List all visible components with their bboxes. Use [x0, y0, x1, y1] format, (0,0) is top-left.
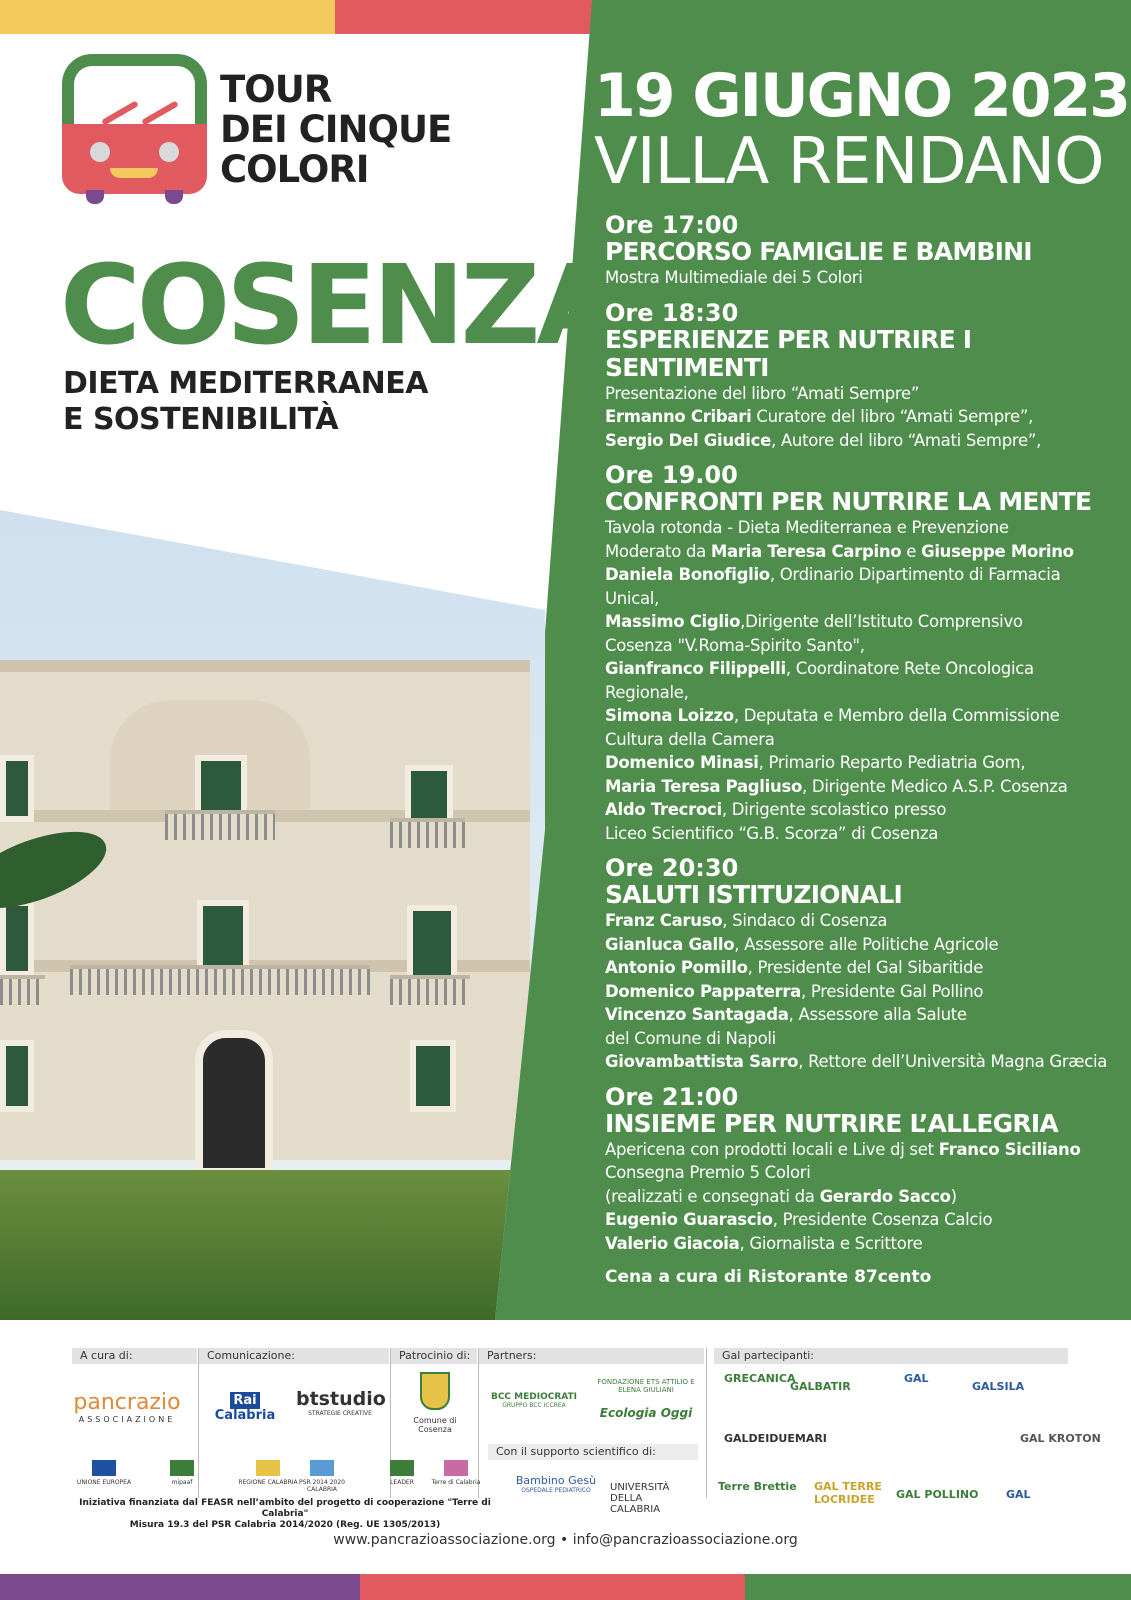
gal-logo: GALBATIR [790, 1380, 851, 1393]
patrocinio-header: Patrocinio di: [391, 1348, 477, 1364]
funder-emblem-icon [170, 1460, 194, 1476]
session-block [605, 1084, 1105, 1256]
session-line: Giovambattista Sarro, Rettore dell’Università Magna Græcia [605, 1052, 1108, 1071]
event-date: 19 GIUGNO 2023 [594, 61, 1130, 131]
funder-logo: UNIONE EUROPEA [72, 1460, 136, 1486]
funder-logo: LEADER [370, 1460, 434, 1486]
session-line: Sergio Del Giudice, Autore del libro “Amati Sempre”, [605, 430, 1042, 450]
session-title: CONFRONTI PER NUTRIRE LA MENTE [605, 487, 1092, 516]
session-block [605, 854, 1108, 1074]
funding-line-2: Misura 19.3 del PSR Calabria 2014/2020 (Reg. UE 1305/2013) [129, 1520, 441, 1530]
tour-logo-text [220, 70, 451, 190]
funder-logo: PSR 2014 2020 CALABRIA [290, 1460, 354, 1493]
pancrazio-logo: pancrazio ASSOCIAZIONE [73, 1390, 181, 1424]
funder-logo: mipaaf [150, 1460, 214, 1486]
session-line: del Comune di Napoli [605, 1028, 776, 1048]
supporto-header: Con il supporto scientifico di: [488, 1444, 698, 1460]
gal-logo: GAL [904, 1372, 929, 1385]
coat-of-arms-icon [420, 1372, 450, 1410]
session-line: Aldo Trecroci, Dirigente scolastico presso [605, 800, 947, 819]
session-line: Vincenzo Santagada, Assessore alla Salute [605, 1005, 967, 1024]
bottom-color-bar-red [360, 1574, 745, 1600]
villa-rendano-photo [0, 510, 545, 1320]
program-schedule [605, 211, 1108, 1289]
session-line: Mostra Multimediale dei 5 Colori [605, 268, 863, 287]
session-title: SALUTI ISTITUZIONALI [605, 880, 902, 909]
event-venue: VILLA RENDANO [594, 125, 1104, 199]
gal-logo: GALDEIDUEMARI [724, 1432, 827, 1445]
funder-emblem-icon [92, 1460, 116, 1476]
rai-calabria-logo: Rai Calabria [214, 1393, 276, 1423]
session-time: Ore 17:00 [605, 211, 739, 239]
gal-logo: GAL KROTON [1020, 1432, 1101, 1445]
session-line: Unical, [605, 588, 660, 608]
contacts: www.pancrazioassociazione.org • info@pancrazioassociazione.org [333, 1532, 798, 1548]
session-line: Gianfranco Filippelli, Coordinatore Rete Oncologica [605, 659, 1034, 678]
session-line: Tavola rotonda - Dieta Mediterranea e Prevenzione [605, 518, 1009, 537]
session-time: Ore 19.00 [605, 461, 738, 489]
session-line: Simona Loizzo, Deputata e Membro della Commissione [605, 706, 1060, 725]
logo-line-2: DEI CINQUE [220, 108, 452, 151]
session-block [605, 300, 1105, 453]
session-line: Gianluca Gallo, Assessore alle Politiche Agricole [605, 934, 999, 954]
session-line: Presentazione del libro “Amati Sempre” [605, 383, 920, 403]
comunicazione-header: Comunicazione: [199, 1348, 389, 1364]
session-line: Consegna Premio 5 Colori [605, 1163, 811, 1182]
session-title: PERCORSO FAMIGLIE E BAMBINI [605, 237, 1032, 266]
session-title: INSIEME PER NUTRIRE L’ALLEGRIA [605, 1108, 1058, 1138]
bottom-color-bar-purple [0, 1574, 360, 1600]
gal-logo: GAL TERRE LOCRIDEE [814, 1480, 882, 1506]
session-title: ESPERIENZE PER NUTRIRE I SENTIMENTI [605, 324, 972, 382]
logo-line-3: COLORI [220, 148, 369, 191]
partners-header: Partners: [479, 1348, 704, 1364]
session-time: Ore 18:30 [605, 298, 739, 327]
session-line: Liceo Scientifico “G.B. Scorza” di Cosenza [605, 823, 939, 843]
gal-header: Gal partecipanti: [714, 1348, 1068, 1364]
top-color-bar-red [335, 0, 595, 34]
session-line: Moderato da Maria Teresa Carpino e Giuseppe Morino [605, 541, 1074, 561]
session-line: Eugenio Guarascio, Presidente Cosenza Calcio [605, 1210, 993, 1229]
session-line: Franz Caruso, Sindaco di Cosenza [605, 911, 888, 930]
btstudio-logo: btstudio STRATEGIE CREATIVE [296, 1388, 386, 1417]
funder-logo: REGIONE CALABRIA [236, 1460, 300, 1486]
session-line: Domenico Minasi, Primario Reparto Pediatria Gom, [605, 753, 1026, 772]
session-block [605, 462, 1105, 845]
session-line: Domenico Pappaterra, Presidente Gal Pollino [605, 981, 984, 1001]
fondazione-giuliani-logo: FONDAZIONE ETS ATTILIO E ELENA GIULIANI Ecologia Oggi [597, 1378, 695, 1420]
session-line: Cosenza "V.Roma-Spirito Santo", [605, 635, 865, 655]
session-line: Massimo Ciglio,Dirigente dell’Istituto Comprensivo [605, 612, 1023, 631]
gal-logo: GRECANICA [724, 1372, 796, 1385]
bus-icon [62, 54, 207, 204]
tagline-line-2: E SOSTENIBILITÀ [63, 402, 339, 437]
tagline [63, 366, 428, 438]
bottom-color-bar-green [745, 1574, 1131, 1600]
gal-logo: GALSILA [972, 1380, 1025, 1393]
session-line: Cultura della Camera [605, 729, 775, 749]
gal-logo: Terre Brettie [718, 1480, 797, 1493]
session-line: (realizzati e consegnati da Gerardo Sacco) [605, 1186, 957, 1206]
city-title: COSENZA [60, 241, 618, 369]
closing-note: Cena a cura di Ristorante 87cento [605, 1267, 932, 1287]
funder-logo: Terre di Calabria [424, 1460, 488, 1486]
funder-emblem-icon [390, 1460, 414, 1476]
funder-emblem-icon [444, 1460, 468, 1476]
funder-emblem-icon [256, 1460, 280, 1476]
bambino-gesu-logo: Bambino Gesù OSPEDALE PEDIATRICO [515, 1474, 597, 1494]
session-line: Apericena con prodotti locali e Live dj set Franco Siciliano [605, 1139, 1081, 1159]
session-time: Ore 21:00 [605, 1082, 739, 1111]
session-line: Antonio Pomillo, Presidente del Gal Sibaritide [605, 958, 984, 977]
funder-emblem-icon [310, 1460, 334, 1476]
session-line: Valerio Giacoia, Giornalista e Scrittore [605, 1233, 923, 1253]
session-line: Ermanno Cribari Curatore del libro “Amati Sempre”, [605, 407, 1034, 426]
unical-logo: UNIVERSITÀ DELLA CALABRIA [610, 1482, 670, 1515]
session-block [605, 212, 1105, 290]
top-color-bar-yellow [0, 0, 335, 34]
gal-logo: GAL [1006, 1488, 1031, 1501]
tagline-line-1: DIETA MEDITERRANEA [63, 366, 428, 401]
session-line: Daniela Bonofiglio, Ordinario Dipartimento di Farmacia [605, 565, 1061, 584]
comune-cosenza-logo: Comune di Cosenza [396, 1372, 474, 1434]
acura-header: A cura di: [72, 1348, 197, 1364]
session-line: Regionale, [605, 682, 689, 702]
logo-line-1: TOUR [220, 68, 332, 111]
funding-line-1: Iniziativa finanziata dal FEASR nell’ambito del progetto di cooperazione "Terre di Calabria" [79, 1498, 491, 1519]
funding-note [70, 1498, 500, 1531]
bcc-logo: BCC MEDIOCRATI GRUPPO BCC ICCREA [490, 1392, 578, 1409]
session-time: Ore 20:30 [605, 854, 739, 882]
session-line: Maria Teresa Pagliuso, Dirigente Medico A.S.P. Cosenza [605, 776, 1068, 796]
gal-logo: GAL POLLINO [896, 1488, 979, 1501]
